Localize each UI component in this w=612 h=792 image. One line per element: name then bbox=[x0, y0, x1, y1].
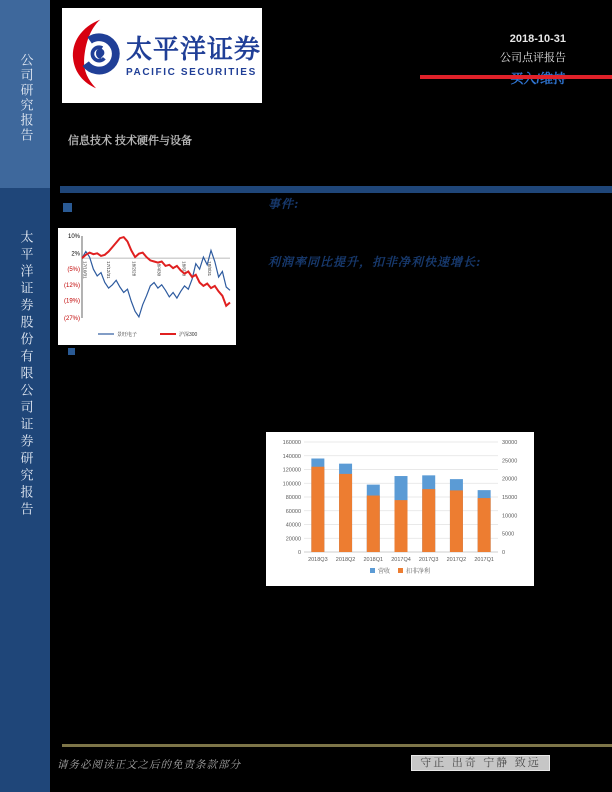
stock-performance-chart-svg bbox=[58, 228, 236, 345]
right-axis-tick-label: 10000 bbox=[502, 513, 518, 520]
x-tick-label: 18/4/30 bbox=[156, 261, 162, 277]
sidebar-company-label: 太平洋证券股份有限公司证券研究报告 bbox=[17, 230, 33, 519]
bar-profit bbox=[367, 496, 380, 552]
bar-profit bbox=[478, 498, 491, 552]
company-motto: 守正 出奇 宁静 致远 bbox=[411, 755, 550, 771]
left-axis-tick-label: 100000 bbox=[282, 481, 301, 488]
bar-profit bbox=[450, 490, 463, 552]
industry-classification: 信息技术 技术硬件与设备 bbox=[68, 135, 193, 147]
left-axis-tick-label: 160000 bbox=[282, 440, 301, 446]
company-logo bbox=[62, 8, 262, 103]
x-tick-label: 18/2/28 bbox=[131, 261, 137, 277]
sidebar-report-type-label: 公司研究报告 bbox=[17, 53, 33, 143]
left-axis-tick-label: 0 bbox=[297, 550, 301, 556]
category-label: 2018Q2 bbox=[335, 557, 356, 563]
quarterly-financials-chart-svg bbox=[266, 432, 534, 586]
quarterly-financials-chart bbox=[266, 432, 534, 586]
left-axis-tick-label: 140000 bbox=[282, 453, 301, 460]
left-axis-tick-label: 80000 bbox=[285, 495, 301, 501]
category-label: 2017Q3 bbox=[418, 557, 439, 563]
category-label: 2017Q1 bbox=[474, 557, 494, 563]
left-axis-tick-label: 40000 bbox=[285, 522, 301, 529]
y-tick-label: (27%) bbox=[63, 316, 80, 322]
right-axis-tick-label: 15000 bbox=[502, 495, 518, 501]
y-tick-label: (5%) bbox=[67, 267, 80, 274]
legend-label: 沪深300 bbox=[179, 332, 198, 338]
right-axis-tick-label: 25000 bbox=[502, 458, 518, 465]
title-divider-bar bbox=[60, 186, 612, 193]
pacific-securities-swirl-icon bbox=[69, 17, 121, 95]
bar-profit bbox=[395, 500, 408, 552]
y-tick-label: (19%) bbox=[63, 298, 80, 305]
logo-en-name: PACIFIC SECURITIES bbox=[126, 66, 257, 78]
bullet-square-icon bbox=[68, 348, 75, 355]
y-tick-label: (12%) bbox=[63, 282, 80, 289]
bar-profit bbox=[422, 489, 435, 552]
x-tick-label: 17/12/31 bbox=[106, 261, 112, 279]
disclaimer-text: 请务必阅读正文之后的免责条款部分 bbox=[57, 759, 241, 771]
category-label: 2017Q4 bbox=[391, 557, 411, 563]
bar-profit bbox=[339, 474, 352, 552]
right-axis-tick-label: 30000 bbox=[502, 440, 518, 446]
right-axis-tick-label: 0 bbox=[502, 550, 506, 556]
legend-label: 扣非净利 bbox=[406, 569, 431, 575]
y-tick-label: 10% bbox=[67, 234, 80, 240]
category-label: 2017Q2 bbox=[446, 557, 467, 563]
legend-label: 景旺电子 bbox=[117, 332, 138, 338]
event-heading: 事件: bbox=[268, 197, 300, 211]
footer-divider bbox=[62, 744, 612, 747]
legend-swatch bbox=[398, 568, 403, 573]
logo-text bbox=[126, 34, 261, 78]
left-axis-tick-label: 120000 bbox=[282, 467, 301, 474]
report-date: 2018-10-31 bbox=[509, 33, 566, 45]
header-red-divider bbox=[420, 75, 612, 79]
x-tick-label: 17/10/31 bbox=[82, 261, 88, 279]
x-tick-label: 18/6/30 bbox=[181, 261, 187, 277]
legend-label: 营收 bbox=[378, 569, 391, 575]
logo-cn-name: 太平洋证券 bbox=[126, 33, 262, 64]
analysis-heading: 利润率同比提升，扣非净利快速增长: bbox=[268, 255, 482, 269]
left-axis-tick-label: 20000 bbox=[285, 536, 301, 543]
sidebar-section-company bbox=[0, 188, 50, 792]
report-type: 公司点评报告 bbox=[500, 52, 566, 64]
right-axis-tick-label: 20000 bbox=[502, 476, 518, 483]
bullet-square-icon bbox=[63, 203, 72, 212]
right-axis-tick-label: 5000 bbox=[502, 531, 515, 538]
left-axis-tick-label: 60000 bbox=[285, 508, 301, 515]
stock-performance-chart bbox=[58, 228, 236, 345]
x-tick-label: 18/8/31 bbox=[206, 261, 212, 277]
bar-profit bbox=[311, 467, 324, 552]
category-label: 2018Q3 bbox=[308, 557, 328, 563]
sidebar-section-report-type bbox=[0, 0, 50, 188]
legend-swatch bbox=[370, 568, 375, 573]
y-tick-label: 2% bbox=[71, 251, 80, 258]
category-label: 2018Q1 bbox=[363, 557, 384, 563]
